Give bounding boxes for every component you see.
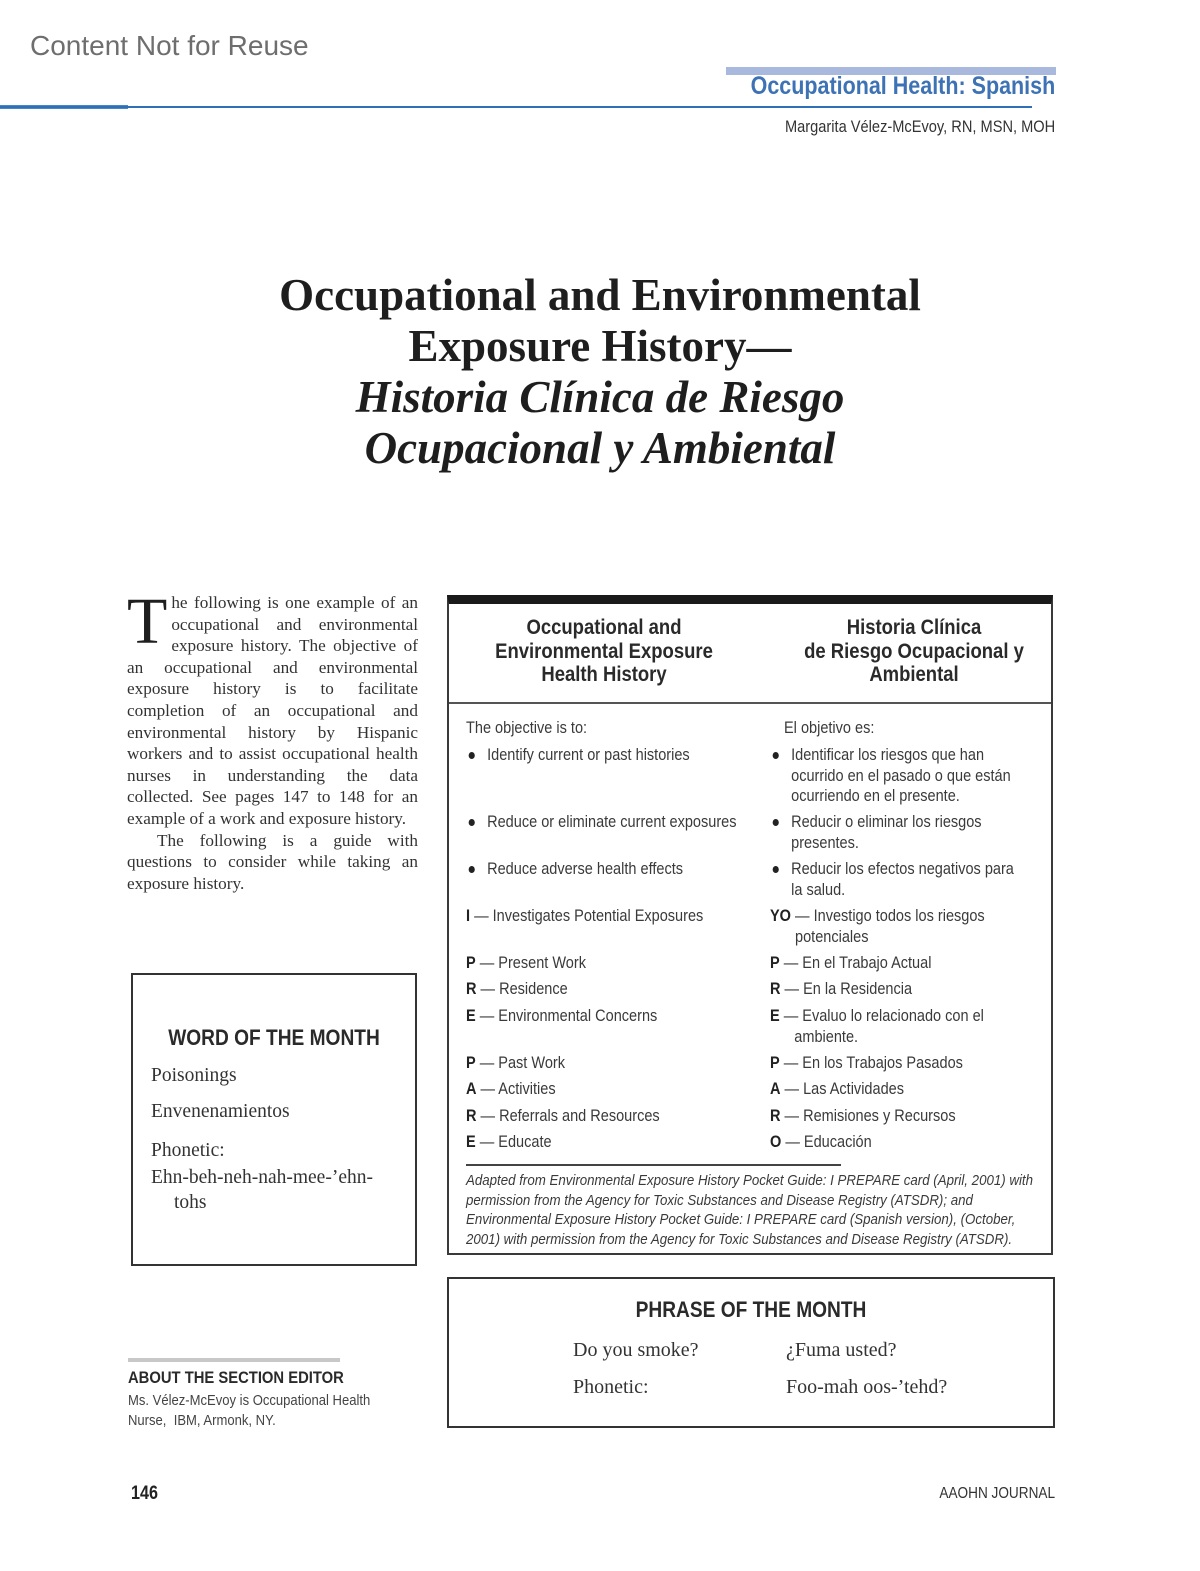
bullet-icon — [770, 859, 791, 880]
section-title: Occupational Health: Spanish — [750, 72, 1055, 100]
phrase-of-the-month-box — [447, 1277, 1055, 1428]
bullet-icon — [466, 745, 487, 766]
acronym-item: R — Residence — [466, 980, 568, 998]
word-phonetic-label: Phonetic: — [151, 1140, 225, 1161]
acronym-item: P — Present Work — [466, 954, 586, 972]
phrase-phonetic-label: Phonetic: — [573, 1376, 649, 1398]
bullet-item: Reduce or eliminate current exposures — [466, 812, 737, 833]
phrase-of-month-title: PHRASE OF THE MONTH — [635, 1297, 867, 1322]
phrase-spanish: ¿Fuma usted? — [786, 1339, 897, 1361]
article-title — [200, 270, 1000, 474]
acronym-item: P — En los Trabajos Pasados — [770, 1054, 963, 1072]
acronym-item: R — Remisiones y Recursos — [770, 1107, 956, 1125]
phrase-phonetic: Foo-mah oos-’tehd? — [786, 1376, 948, 1398]
acronym-head: YO — Investigo todos los riesgos potenciales — [770, 907, 985, 946]
intro-paragraph-1: The following is one example of an occupational and environmental exposure history. The objective of an occupational and environmental exposure history is to facilitate completion of an occupational and environmental history by Hispanic workers and to assist occupational health nurses in understanding the data collected. See pages 147 to 148 for an example of a work and exposure history. — [127, 585, 418, 828]
word-english: Poisonings — [151, 1065, 237, 1086]
bullet-icon — [466, 859, 487, 880]
bullet-item: Reduce adverse health effects — [466, 859, 683, 880]
bullet-icon — [466, 812, 487, 833]
about-editor-title: ABOUT THE SECTION EDITOR — [128, 1368, 344, 1387]
title-line-3: Historia Clínica de Riesgo — [355, 372, 845, 422]
acronym-item: O — Educación — [770, 1133, 872, 1151]
page-number: 146 — [131, 1483, 158, 1504]
bullet-item: Identify current or past histories — [466, 745, 690, 766]
acronym-item: E — Educate — [466, 1133, 552, 1151]
about-editor-rule — [128, 1358, 340, 1362]
bullet-item: Reducir o eliminar los riesgos presentes. — [770, 812, 982, 853]
acronym-item: A — Activities — [466, 1080, 556, 1098]
title-line-4: Ocupacional y Ambiental — [364, 423, 836, 473]
phrase-english: Do you smoke? — [573, 1339, 699, 1361]
word-spanish: Envenenamientos — [151, 1101, 290, 1122]
acronym-item: A — Las Actividades — [770, 1080, 904, 1098]
bullet-icon — [770, 812, 791, 833]
word-of-the-month-box — [131, 973, 417, 1266]
table-header — [449, 604, 1051, 704]
about-editor-text: Ms. Vélez-McEvoy is Occupational Health Nurse, IBM, Armonk, NY. — [128, 1392, 371, 1429]
watermark: Content Not for Reuse — [30, 30, 309, 61]
bullet-icon — [770, 745, 791, 766]
acronym-item: E — Evaluo lo relacionado con el ambiente. — [770, 1007, 984, 1046]
intro-paragraph-2: The following is a guide with questions to consider while taking an exposure history. — [127, 830, 418, 893]
header-spanish: Historia Clínica de Riesgo Ocupacional y Ambiental — [804, 616, 1024, 686]
objective-label: The objective is to: — [466, 719, 588, 737]
title-line-2: Exposure History— — [408, 321, 792, 371]
journal-name: AAOHN JOURNAL — [939, 1485, 1055, 1502]
header-english: Occupational and Environmental Exposure Health History — [495, 616, 713, 686]
acronym-item: P — En el Trabajo Actual — [770, 954, 932, 972]
author-byline: Margarita Vélez-McEvoy, RN, MSN, MOH — [784, 117, 1055, 136]
source-footnote: Adapted from Environmental Exposure History Pocket Guide: I PREPARE card (April, 2001) with permission from the Agency for Toxic Substances and Disease Registry (ATSDR); and Environmental Exposure History Pocket Guide: I PREPARE card (Spanish version), (October, 2001) with permission from the Agency for Toxic Substances and Disease Registry (ATSDR). — [466, 1172, 1033, 1248]
acronym-item: E — Environmental Concerns — [466, 1007, 658, 1025]
acronym-head: I — Investigates Potential Exposures — [466, 907, 704, 925]
word-phonetic: Ehn-beh-neh-nah-mee-’ehn- tohs — [151, 1167, 373, 1213]
drop-cap: T — [127, 585, 168, 658]
acronym-item: R — En la Residencia — [770, 980, 913, 998]
intro-text — [127, 585, 418, 894]
title-line-1: Occupational and Environmental — [279, 270, 921, 320]
word-of-month-title: WORD OF THE MONTH — [168, 1025, 380, 1050]
bullet-item: Identificar los riesgos que han ocurrido en el pasado o que están ocurriendo en el presente. — [770, 745, 1011, 807]
exposure-history-table — [447, 595, 1053, 1255]
footnote-rule — [466, 1164, 841, 1166]
header-rule — [0, 106, 1032, 108]
bullet-item: Reducir los efectos negativos para la salud. — [770, 859, 1014, 900]
objective-label: El objetivo es: — [784, 719, 875, 737]
acronym-item: P — Past Work — [466, 1054, 565, 1072]
acronym-item: R — Referrals and Resources — [466, 1107, 660, 1125]
